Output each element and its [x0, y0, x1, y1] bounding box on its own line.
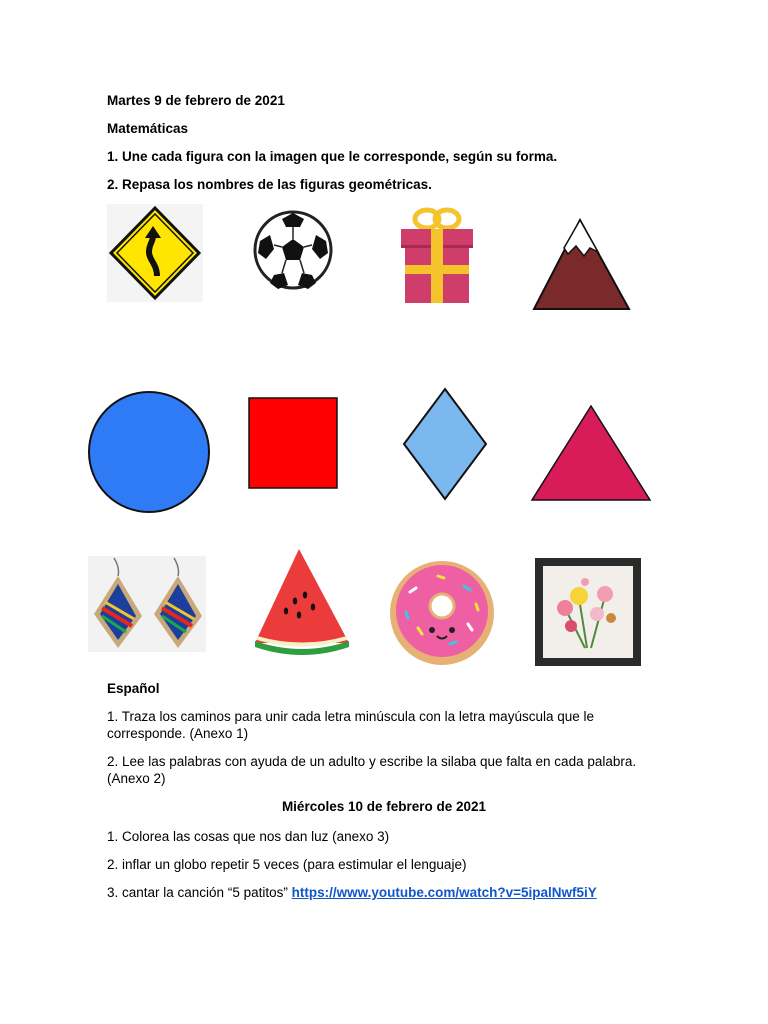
math-instruction-2: 2. Repasa los nombres de las figuras geométricas. — [107, 177, 432, 192]
song-instruction-text: 3. cantar la canción “5 patitos” — [107, 885, 292, 900]
subject-math: Matemáticas — [107, 121, 189, 136]
date-heading-wednesday: Miércoles 10 de febrero de 2021 — [281, 799, 487, 814]
math-instruction-1: 1. Une cada figura con la imagen que le corresponde, según su forma. — [107, 149, 558, 164]
watermelon-image — [253, 545, 353, 657]
spanish-instruction-2: 2. Lee las palabras con ayuda de un adulto y escribe la silaba que falta en cada palabra. (Anexo 2) — [107, 754, 637, 786]
framed-picture-image — [535, 558, 641, 666]
road-sign-image — [107, 204, 203, 302]
square-shape — [248, 397, 338, 489]
triangle-shape — [530, 404, 652, 502]
wednesday-instruction-2: 2. inflar un globo repetir 5 veces (para estimular el lenguaje) — [107, 857, 467, 872]
donut-image — [388, 558, 496, 668]
subject-spanish: Español — [107, 681, 160, 696]
wednesday-instruction-3 — [107, 884, 597, 901]
spanish-instruction-1: 1. Traza los caminos para unir cada letra minúscula con la letra mayúscula que le corresponde. (Anexo 1) — [107, 709, 594, 741]
wednesday-instruction-1: 1. Colorea las cosas que nos dan luz (anexo 3) — [107, 829, 390, 844]
gift-box-image — [397, 205, 475, 305]
circle-shape — [86, 389, 212, 515]
date-heading-tuesday: Martes 9 de febrero de 2021 — [107, 93, 285, 108]
mountain-image — [532, 216, 632, 312]
song-video-link[interactable]: https://www.youtube.com/watch?v=5ipalNwf5iY — [291, 885, 597, 900]
earrings-image — [88, 556, 206, 652]
soccer-ball-image — [252, 207, 334, 293]
rhombus-shape — [402, 387, 488, 501]
